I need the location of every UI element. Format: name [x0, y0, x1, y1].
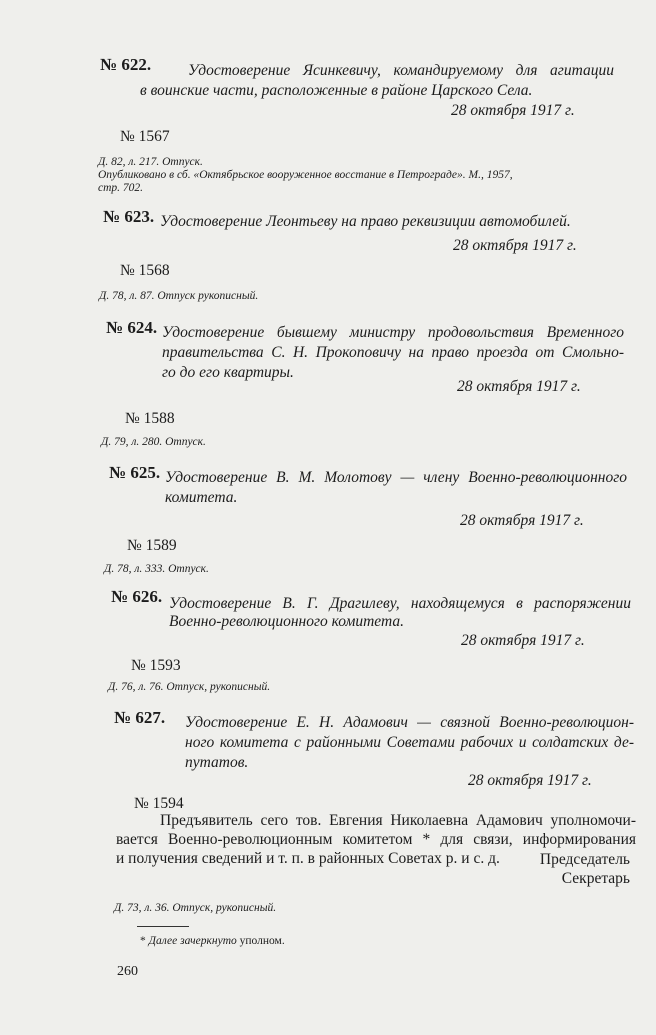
entry-626-date: 28 октября 1917 г. — [461, 632, 585, 649]
entry-626-title-line-1: Удостоверение В. Г. Драгилеву, находящемуся в распоряжении — [169, 595, 631, 612]
footnote — [140, 935, 285, 947]
footnote-italic-text: Далее зачеркнуто — [148, 935, 237, 947]
entry-626-number: № 626. — [111, 587, 163, 606]
entry-624-title-line-2: правительства С. Н. Прокоповичу на право проезда от Смольно- — [162, 344, 624, 361]
entry-625-number: № 625. — [109, 463, 161, 482]
entry-622-title-line-2: в воинские части, расположенные в районе Царского Села. — [140, 82, 533, 99]
entry-624-archive-note-1: Д. 79, л. 280. Отпуск. — [101, 436, 206, 448]
entry-626-reg-number: № 1593 — [131, 657, 181, 674]
footnote-marker: * — [140, 935, 146, 947]
entry-625-archive-note-1: Д. 78, л. 333. Отпуск. — [104, 563, 209, 575]
entry-627-body-line-2: вается Военно-революционным комитетом * для связи, информирования — [116, 831, 636, 848]
entry-627-body-line-3: и получения сведений и т. п. в районных Советах р. и с. д. — [116, 850, 500, 867]
entry-622-archive-note-3: стр. 702. — [98, 182, 144, 194]
entry-627-archive-note-1: Д. 73, л. 36. Отпуск, рукописный. — [114, 902, 277, 914]
page-number: 260 — [117, 964, 138, 979]
entry-627-title-line-3: путатов. — [185, 754, 249, 771]
entry-624-number: № 624. — [106, 318, 158, 337]
entry-627-date: 28 октября 1917 г. — [468, 772, 592, 789]
entry-623-title-line-1: Удостоверение Леонтьеву на право реквизиции автомобилей. — [160, 213, 571, 230]
entry-627-reg-number: № 1594 — [134, 795, 184, 812]
entry-622-archive-note-2: Опубликовано в сб. «Октябрьское вооруженное восстание в Петрограде». М., 1957, — [98, 169, 513, 181]
signature-chairman: Председатель — [539, 851, 630, 868]
entry-623-date: 28 октября 1917 г. — [453, 237, 577, 254]
entry-622-date: 28 октября 1917 г. — [451, 102, 575, 119]
entry-622-title-line-1: Удостоверение Ясинкевичу, командируемому для агитации — [188, 62, 614, 79]
entry-627-body-line-1: Предъявитель сего тов. Евгения Николаевна Адамович уполномочи- — [160, 812, 636, 829]
entry-622-number: № 622. — [100, 55, 152, 74]
footnote-text: уполном. — [239, 935, 285, 947]
entry-627-title-line-1: Удостоверение Е. Н. Адамович — связной Военно-революцион- — [185, 714, 634, 731]
footnote-divider — [137, 926, 189, 927]
entry-624-reg-number: № 1588 — [125, 410, 175, 427]
entry-625-title-line-1: Удостоверение В. М. Молотову — члену Военно-революционного — [165, 469, 627, 486]
entry-625-title-line-2: комитета. — [165, 489, 238, 506]
entry-625-date: 28 октября 1917 г. — [460, 512, 584, 529]
entry-626-title-line-2: Военно-революционного комитета. — [169, 613, 404, 630]
entry-623-archive-note-1: Д. 78, л. 87. Отпуск рукописный. — [99, 290, 259, 302]
entry-624-title-line-1: Удостоверение бывшему министру продовольствия Временного — [162, 324, 624, 341]
entry-625-reg-number: № 1589 — [127, 537, 177, 554]
entry-624-date: 28 октября 1917 г. — [457, 378, 581, 395]
entry-623-reg-number: № 1568 — [120, 262, 170, 279]
entry-624-title-line-3: го до его квартиры. — [162, 364, 294, 381]
entry-622-archive-note-1: Д. 82, л. 217. Отпуск. — [98, 156, 203, 168]
entry-622-reg-number: № 1567 — [120, 128, 170, 145]
entry-623-number: № 623. — [103, 207, 155, 226]
entry-626-archive-note-1: Д. 76, л. 76. Отпуск, рукописный. — [108, 681, 271, 693]
entry-627-title-line-2: ного комитета с районными Советами рабочих и солдатских де- — [185, 734, 634, 751]
signature-secretary: Секретарь — [561, 870, 630, 887]
entry-627-number: № 627. — [114, 708, 166, 727]
